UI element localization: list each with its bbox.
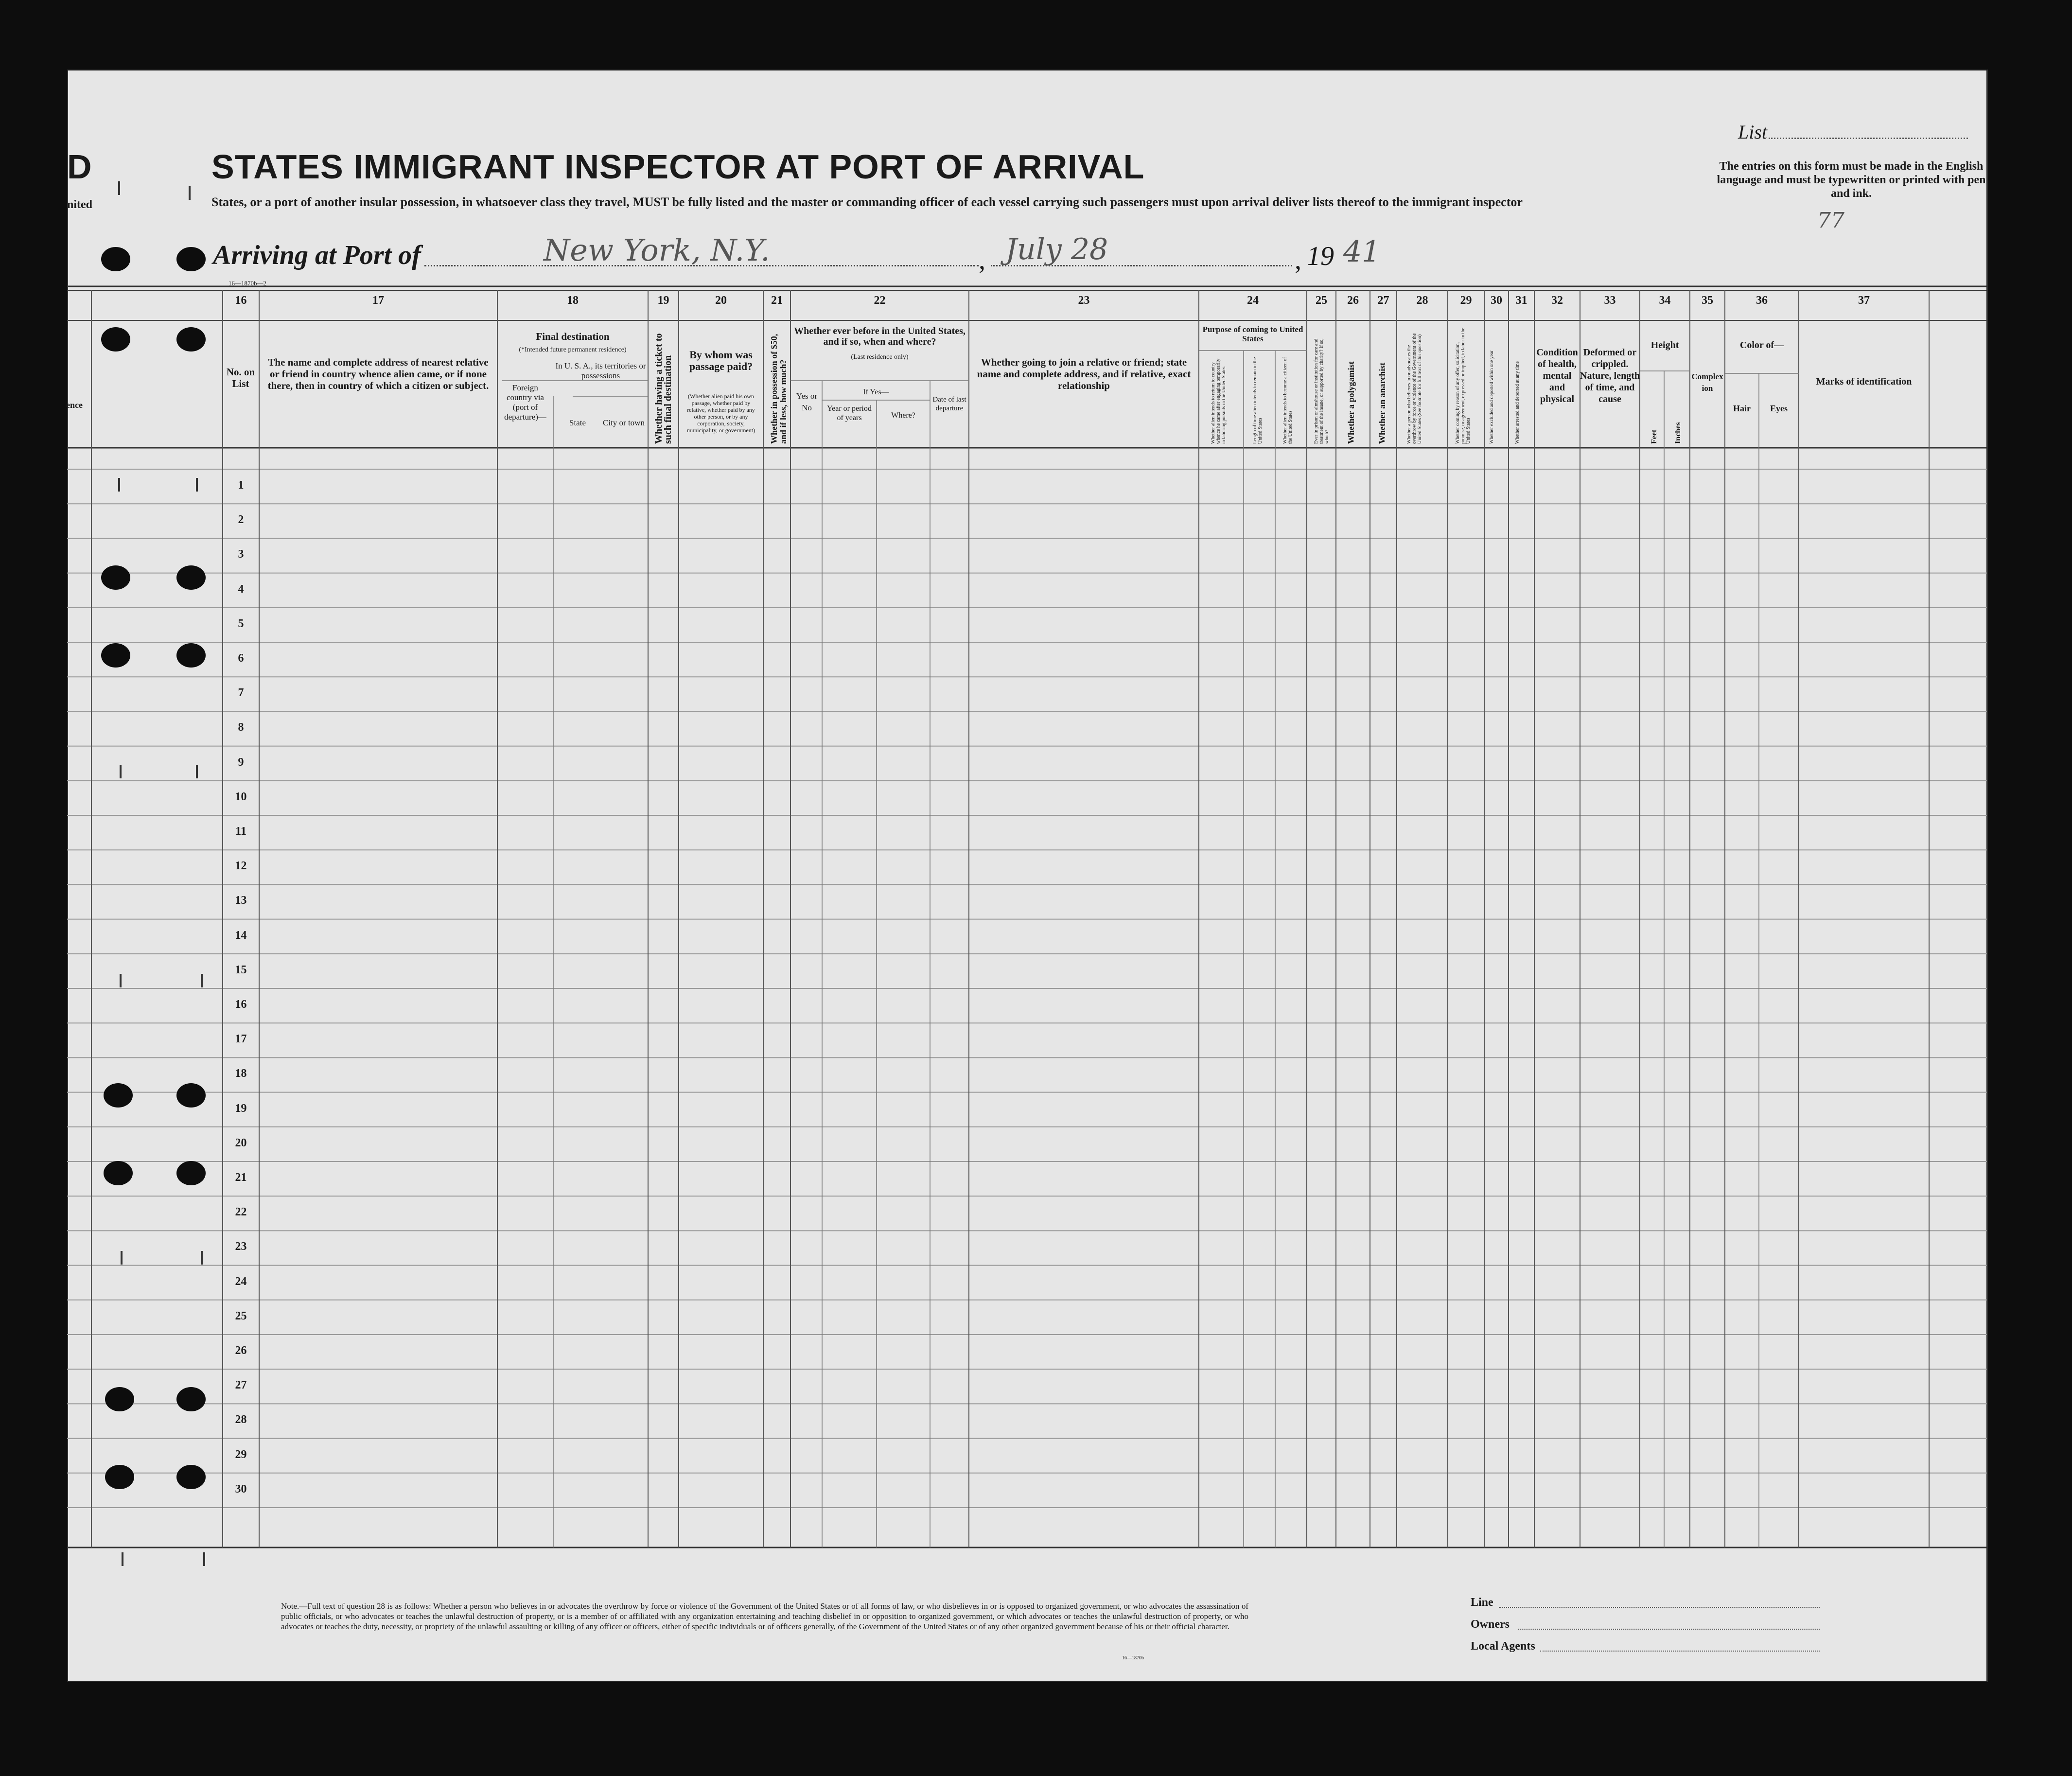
header-33: Deformed or crippled. Nature, length of time, and cause [1580, 347, 1640, 404]
footnote: Note.—Full text of question 28 is as follows: Whether a person who believes in or advocates the overthrow by force or violence of the Government of the United States or of all forms of law, or who disbelieves in or is opposed to organized government, or who advocates the assassination of public officials, or who advocates or teaches the unlawful destruction of property, or is a member of or affiliated with any organization entertaining and teaching disbelief in or opposition to organized government, or which advocates or teaches the unlawful destruction of property, or who advocates or teaches the duty, necessity, or propriety of the unlawful assaulting or killing of any officer or officers, either of specific individuals or of officers generally, of the Government of the United States or of any other organized government because of his or their official character. [281, 1601, 1248, 1631]
col-num-17: 17 [372, 294, 384, 307]
punch-hole [176, 1083, 206, 1108]
header-18-state: State [569, 418, 586, 427]
col-num-34: 34 [1659, 294, 1671, 307]
header-22-departure: Date of last departure [932, 396, 966, 412]
binding-mark [189, 186, 191, 200]
col-num-21: 21 [771, 294, 783, 307]
owners-label: Owners [1471, 1618, 1510, 1631]
header-20-note: (Whether alien paid his own passage, whether paid by relative, whether paid by any other person, or by any corporation, society, municipality, or government) [686, 393, 755, 434]
col-num-25: 25 [1316, 294, 1327, 307]
punch-hole [176, 1387, 206, 1411]
local-agents-label: Local Agents [1471, 1640, 1535, 1653]
row-number: 19 [235, 1102, 247, 1115]
punch-hole [176, 327, 206, 352]
binding-mark [201, 1251, 203, 1265]
header-21: Whether in possession of $50, and if less, how much? [769, 334, 788, 444]
binding-mark [196, 765, 198, 778]
row-number: 1 [238, 479, 244, 492]
page-subtitle: States, or a port of another insular possession, in whatsoever class they travel, MUST be fully listed and the master or commanding officer of each vessel carrying such passengers must upon arrival deliver lists thereof to the immigrant inspector [211, 195, 1523, 209]
header-22-yesno: Yes or No [796, 391, 818, 412]
col-num-30: 30 [1491, 294, 1502, 307]
header-27: Whether an anarchist [1377, 362, 1387, 444]
row-number: 23 [235, 1240, 247, 1253]
binding-mark [120, 974, 122, 987]
binding-mark [118, 478, 120, 492]
header-16: No. on List [226, 366, 255, 389]
punch-hole [176, 565, 206, 590]
col-num-37: 37 [1858, 294, 1870, 307]
row-number: 20 [235, 1136, 247, 1149]
col-num-32: 32 [1551, 294, 1563, 307]
row-number: 29 [235, 1448, 247, 1461]
port-value: New York, N.Y. [544, 232, 770, 268]
header-28: Whether a person who believes in or advocates the overthrow by force or violence of the Government of the United States (See footnote for full text of this question) [1406, 333, 1422, 444]
header-25: Ever in prison or almshouse or institution for care and treatment of the insane, or supported by charity? If so, which? [1314, 338, 1330, 444]
col-num-26: 26 [1347, 294, 1359, 307]
row-number: 18 [235, 1067, 247, 1080]
punch-hole [104, 1161, 133, 1185]
header-18: Final destination [536, 331, 610, 342]
row-number: 25 [235, 1309, 247, 1322]
header-37: Marks of identification [1816, 376, 1912, 387]
punch-hole [104, 1083, 133, 1108]
form-code: 16—1870b—2 [228, 280, 266, 287]
col-num-36: 36 [1756, 294, 1768, 307]
col-num-28: 28 [1416, 294, 1428, 307]
row-number: 8 [238, 721, 244, 734]
col-num-18: 18 [567, 294, 579, 307]
binding-mark [201, 974, 203, 987]
header-31: Whether arrested and deported at any time [1515, 361, 1520, 444]
header-30: Whether excluded and deported within one year [1489, 350, 1494, 444]
punch-hole [101, 565, 130, 590]
binding-mark [203, 1552, 205, 1566]
row-number: 17 [235, 1033, 247, 1046]
binding-mark [118, 181, 120, 195]
col-num-20: 20 [715, 294, 727, 307]
header-22-note: (Last residence only) [851, 353, 909, 361]
row-number: 7 [238, 686, 244, 700]
punch-hole [105, 1387, 134, 1411]
header-22-years: Year or period of years [827, 404, 872, 422]
row-number: 24 [235, 1275, 247, 1288]
line-label: Line [1471, 1596, 1493, 1609]
header-34-feet: Feet [1650, 429, 1658, 444]
col-num-23: 23 [1078, 294, 1090, 307]
row-number: 10 [235, 790, 247, 803]
header-22-ifyes: If Yes— [863, 388, 889, 396]
header-36: Color of— [1739, 340, 1784, 351]
manifest-sheet: D nited STATES IMMIGRANT INSPECTOR AT PORT OF ARRIVAL States, or a port of another insular possession, in whatsoever class they travel, MUST be fully listed and the master or commanding officer of each vessel carrying such passengers must upon arrival deliver lists thereof to the immigrant inspector List The entries on this form must be made in the English language and must be typewritten or printed with pen and ink. 77 Arriving at Port of New York, N.Y. , July 28 , 19 41 16—1870b—2 16 17 18 19 20 21 22 23 24 25 26 27 28 29 30 31 32 33 34 35 36 37 No. on List The name and complete address of nearest relative or friend in country whence alien came, or if none there, then in country of which a citizen or subject. Final destination (*Intended future permanent residence) Foreign country via (port of departure)— In U. S. A., its territories or possessions State City or town Whether having a ticket to such final destination By whom was passage paid? (Whether alien paid his own passage, whether paid by relative, whether paid by any other person, or by any corporation, society, municipality, or government) Whether in possession of $50, and if less, how much? Whether ever before in the United States, and if so, when and where? (Last residence only) Yes or No If Yes— Year or period of years Where? Date of last departure Whether going to join a relative or friend; state name and complete address, and if relative, exact relationship Purpose of coming to United States Whether alien intends to return to country whence he came after engaging temporarily in laboring pursuits in the United States Length of time alien intends to remain in the United States Whether alien intends to become a citizen of the United States Ever in prison or almshouse or institution for care and treatment of the insane, or supported by charity? If so, which? Whether a polygamist Whether an anarchist Whether a person who believes in or advocates the overthrow by force or violence of the Government of the United States (See footnote for full text of this question) Whether coming by reason of any offer, solicitation, promise, or agreement, expressed or implied, to labor in the United States Whether excluded and deported within one year Whether arrested and deported at any time Condition of health, mental and physical Deformed or crippled. Nature, length of time, and cause Height Feet Inches Complexion Color of— Hair Eyes Marks of identification ence 1 2 3 4 5 6 7 8 9 10 11 12 13 14 15 16 17 18 19 20 21 22 23 24 25 26 27 28 29 30 Note.—Full text of question 28 is as follows: Whether a person who believes in or advocates the overthrow by force or violence of the Government of the United States or of all forms of law, or who disbelieves in or is opposed to organized government, or who advocates the assassination of public officials, or who advocates or teaches the unlawful destruction of property, or is a member of or affiliated with any organization entertaining and teaching disbelief in or opposition to organized government, or which advocates or teaches the unlawful destruction of property, or who advocates or teaches the duty, necessity, or propriety of the unlawful assaulting or killing of any officer or officers, either of specific individuals or of officers generally, of the Government of the United States or of any other organized government because of his or their official character. 16—1870b Line Owners Local Agents [67, 70, 1987, 1682]
header-18-foreign: Foreign country via (port of departure)— [504, 383, 546, 422]
header-24-citizen: Whether alien intends to become a citizen of the United States [1282, 357, 1293, 444]
row-number: 15 [235, 963, 247, 976]
header-29: Whether coming by reason of any offer, solicitation, promise, or agreement, expressed or implied, to labor in the United States [1455, 328, 1471, 444]
row-number: 21 [235, 1171, 247, 1184]
list-label: List [1738, 121, 1768, 143]
binding-mark [122, 1552, 123, 1566]
footer-code: 16—1870b [1122, 1655, 1144, 1661]
left-cut-text: nited [67, 198, 93, 211]
row-number: 13 [235, 894, 247, 907]
col-num-22: 22 [874, 294, 886, 307]
header-35: Complexion [1691, 372, 1723, 393]
col-num-16: 16 [235, 294, 247, 307]
row-number: 16 [235, 998, 247, 1011]
row-number: 12 [235, 860, 247, 873]
header-34: Height [1651, 340, 1679, 351]
header-19: Whether having a ticket to such final destination [653, 333, 673, 444]
col-num-35: 35 [1702, 294, 1713, 307]
header-36-eyes: Eyes [1770, 404, 1788, 413]
header-23: Whether going to join a relative or friend; state name and complete address, and if relative, exact relationship [977, 356, 1191, 391]
row-number: 9 [238, 756, 244, 769]
punch-hole [176, 1161, 206, 1185]
col-num-27: 27 [1377, 294, 1389, 307]
left-cut-label: ence [66, 400, 83, 410]
punch-hole [176, 247, 206, 271]
header-18-city: City or town [603, 418, 645, 427]
year-handwritten: 41 [1343, 235, 1381, 269]
row-number: 28 [235, 1413, 247, 1426]
binding-mark [121, 1251, 123, 1265]
notice-text: The entries on this form must be made in the English language and must be typewritten or printed with pen and ink. [1717, 160, 1986, 200]
row-number: 2 [238, 513, 244, 527]
row-number: 30 [235, 1482, 247, 1495]
header-17: The name and complete address of nearest relative or friend in country whence alien came, or if none there, then in country of which a citizen or subject. [267, 356, 489, 391]
row-number: 22 [235, 1206, 247, 1219]
binding-mark [120, 765, 122, 778]
col-num-24: 24 [1247, 294, 1259, 307]
col-num-33: 33 [1604, 294, 1616, 307]
col-num-19: 19 [657, 294, 669, 307]
header-22-where: Where? [891, 411, 915, 420]
punch-hole [101, 643, 130, 668]
arriving-label: Arriving at Port of [213, 240, 421, 270]
header-34-inches: Inches [1674, 422, 1682, 444]
row-number: 6 [238, 652, 244, 665]
binding-mark [196, 478, 198, 492]
manifest-grid [67, 70, 1987, 1682]
row-number: 14 [235, 929, 247, 942]
punch-hole [105, 1465, 134, 1489]
header-32: Condition of health, mental and physical [1536, 347, 1578, 404]
punch-hole [101, 247, 130, 271]
punch-hole [176, 1465, 206, 1489]
punch-hole [101, 327, 130, 352]
row-number: 5 [238, 617, 244, 630]
punch-hole [176, 643, 206, 668]
header-24-return: Whether alien intends to return to country whence he came after engaging temporarily in laboring pursuits in the United States [1211, 358, 1227, 444]
row-number: 27 [235, 1379, 247, 1392]
header-22: Whether ever before in the United States, and if so, when and where? [794, 326, 966, 347]
header-18-note: (*Intended future permanent residence) [519, 346, 627, 353]
handwritten-list-number: 77 [1817, 208, 1844, 233]
header-36-hair: Hair [1733, 404, 1751, 413]
year-printed: 19 [1307, 241, 1334, 271]
header-24: Purpose of coming to United States [1202, 325, 1303, 343]
row-number: 26 [235, 1344, 247, 1357]
header-24-length: Length of time alien intends to remain in the United States [1252, 357, 1263, 444]
header-18-usa: In U. S. A., its territories or possessions [555, 361, 646, 380]
col-num-29: 29 [1460, 294, 1472, 307]
header-20: By whom was passage paid? [689, 349, 753, 372]
page-title: STATES IMMIGRANT INSPECTOR AT PORT OF ARRIVAL [211, 148, 1145, 186]
row-number: 4 [238, 582, 244, 596]
left-cut-title: D [67, 148, 92, 186]
row-number: 11 [235, 825, 246, 838]
col-num-31: 31 [1515, 294, 1528, 307]
header-26: Whether a polygamist [1346, 361, 1356, 444]
row-number: 3 [238, 548, 244, 561]
date-value: July 28 [1005, 232, 1108, 266]
